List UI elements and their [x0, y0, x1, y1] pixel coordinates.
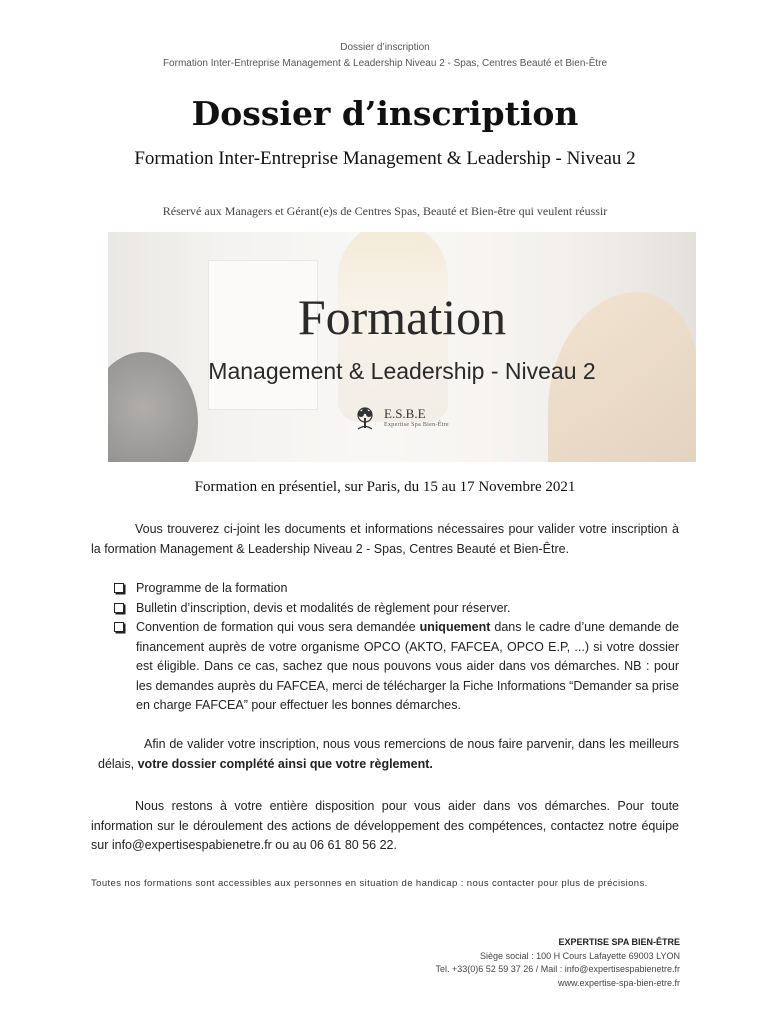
list-item-text: Convention de formation qui vous sera demandée: [136, 620, 420, 634]
validation-emphasis: votre dossier complété ainsi que votre règlement.: [137, 756, 433, 771]
list-item-text: Programme de la formation: [136, 581, 288, 595]
emphasis-text: uniquement: [419, 620, 491, 634]
list-item: [112, 599, 679, 619]
running-header: [0, 40, 770, 72]
logo-tagline: Expertise Spa Bien-Être: [384, 422, 449, 428]
validation-text: Afin de valider votre inscription, nous vous remercions de nous faire parvenir, dans les meilleurs délais,: [98, 737, 679, 771]
footer: [330, 936, 680, 990]
footer-company: EXPERTISE SPA BIEN-ÊTRE: [558, 937, 680, 947]
running-header-title: Dossier d’inscription: [340, 42, 430, 53]
esbe-logo: [352, 406, 462, 434]
contact-paragraph: Nous restons à votre entière disposition pour vous aider dans vos démarches. Pour toute information sur le déroulement des actions de développement des compétences, contactez notre équipe sur info@expertisespabienetre.fr ou au 06 61 80 56 22.: [91, 799, 679, 852]
document-subtitle: Formation Inter-Entreprise Management & Leadership - Niveau 2: [134, 148, 636, 169]
list-item-text: Bulletin d’inscription, devis et modalités de règlement pour réserver.: [136, 600, 511, 615]
validation-paragraph: [98, 735, 679, 774]
banner-subtitle: Management & Leadership - Niveau 2: [208, 358, 596, 384]
formation-banner-image: [108, 232, 696, 462]
accessibility-note: Toutes nos formations sont accessibles aux personnes en situation de handicap : nous contacter pour plus de précisions.: [91, 878, 648, 889]
footer-address: Siège social : 100 H Cours Lafayette 69003 LYON: [480, 950, 680, 961]
banner-title: Formation: [297, 289, 507, 345]
checkbox-icon: [114, 622, 124, 632]
intro-paragraph: Vous trouverez ci-joint les documents et informations nécessaires pour valider votre inscription à la formation Management & Leadership Niveau 2 - Spas, Centres Beauté et Bien-Être.: [91, 522, 679, 556]
document-title: Dossier d’inscription: [191, 94, 579, 133]
checkbox-icon: [114, 583, 124, 593]
document-tagline: Réservé aux Managers et Gérant(e)s de Centres Spas, Beauté et Bien-être qui veulent réussir: [162, 204, 608, 218]
tree-icon: [352, 406, 378, 432]
footer-website: www.expertise-spa-bien-etre.fr: [557, 977, 680, 988]
logo-name: E.S.B.E: [384, 406, 426, 421]
running-header-subtitle: Formation Inter-Entreprise Management & Leadership Niveau 2 - Spas, Centres Beauté et Bien-Être: [162, 58, 608, 69]
footer-contact: Tel. +33(0)6 52 59 37 26 / Mail : info@expertisespabienetre.fr: [435, 964, 680, 974]
session-info: Formation en présentiel, sur Paris, du 15 au 17 Novembre 2021: [194, 479, 576, 495]
list-item-text: dans le cadre d’une demande de financement auprès de votre organisme OPCO (AKTO, FAFCEA, OPCO E.P, ...) si votre dossier est éligible. Dans ce cas, sachez que nous pouvons vous aider dans vos démarches. NB : pour les demandes auprès du FAFCEA, merci de télécharger la Fiche Informations “Demander sa prise en charge FAFCEA” pour effectuer les bonnes démarches.: [136, 620, 679, 712]
checkbox-icon: [114, 603, 124, 613]
list-item: [112, 618, 679, 716]
list-item: [112, 579, 679, 599]
documents-list: [112, 579, 679, 716]
